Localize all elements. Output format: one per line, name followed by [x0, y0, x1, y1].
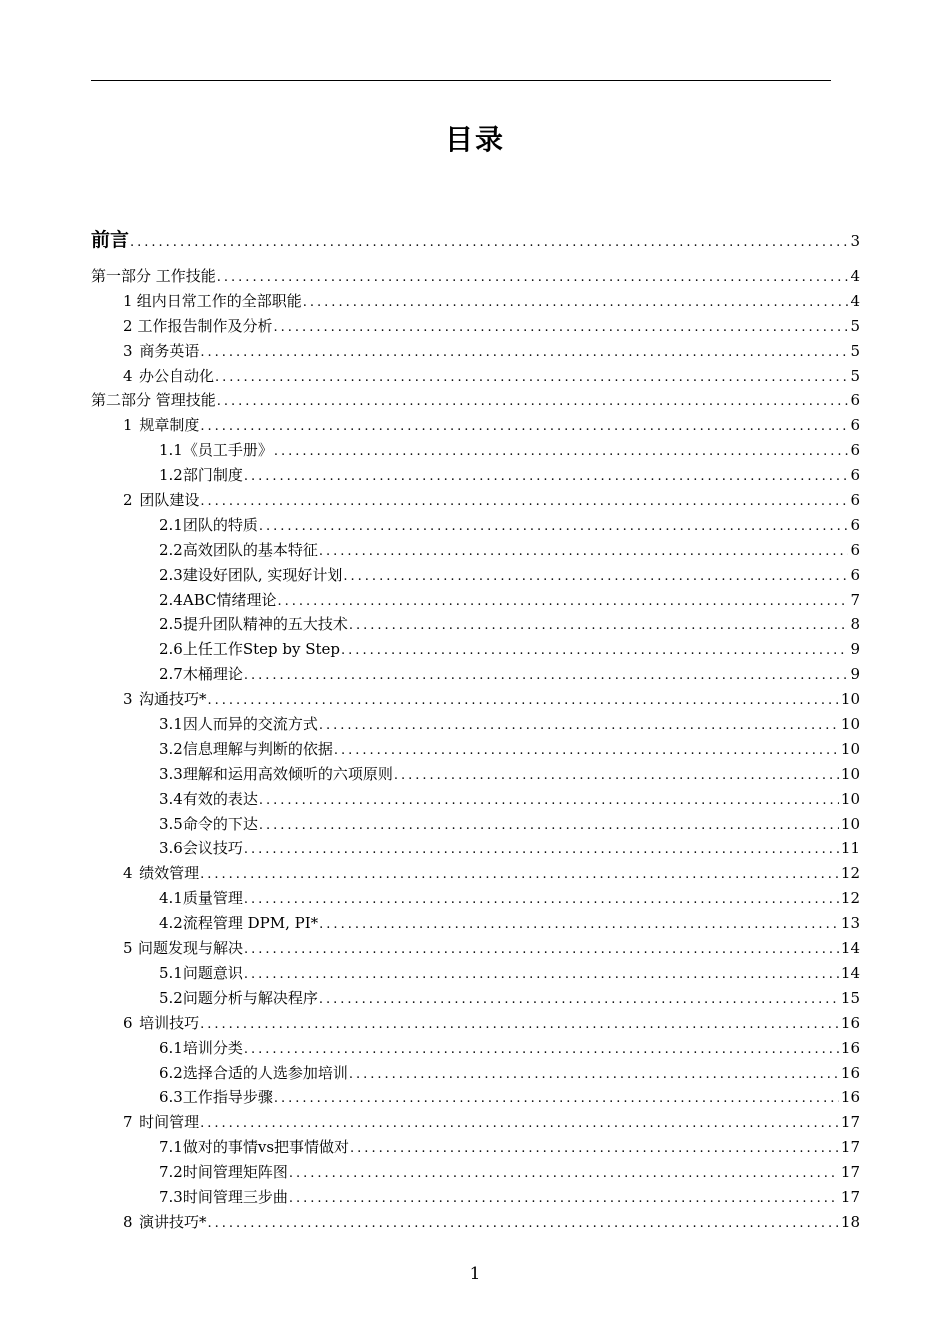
- toc-entry-page: 16: [840, 1063, 860, 1082]
- toc-entry-title: 培训分类: [182, 1038, 243, 1057]
- toc-entry-number: 7.2: [159, 1163, 183, 1182]
- toc-entry-number: 1: [123, 291, 133, 310]
- toc-entry-page: 6: [850, 391, 860, 410]
- toc-entry-number: 3: [123, 341, 133, 360]
- toc-entry[interactable]: [91, 438, 860, 463]
- toc-entry-title: 问题意识: [182, 963, 243, 982]
- dot-leader: [343, 565, 848, 588]
- toc-entry-number: 3.1: [159, 715, 183, 734]
- toc-entry-title: 时间管理: [139, 1113, 200, 1132]
- toc-entry-page: 9: [850, 665, 860, 684]
- dot-leader: [200, 341, 848, 364]
- toc-entry-page: 7: [850, 590, 860, 609]
- dot-leader: [207, 1212, 838, 1235]
- toc-entry-page: 13: [840, 914, 860, 933]
- dot-leader: [200, 490, 848, 513]
- toc-entry-number: 2.3: [159, 565, 183, 584]
- dot-leader: [244, 664, 849, 687]
- toc-entry-number: 2.5: [159, 615, 183, 634]
- toc-entry[interactable]: [91, 1061, 860, 1086]
- toc-entry[interactable]: [91, 911, 860, 936]
- toc-entry[interactable]: [91, 513, 860, 538]
- toc-entry-page: 18: [840, 1212, 860, 1231]
- toc-entry-number: 4.1: [159, 889, 183, 908]
- toc-entry[interactable]: [91, 836, 860, 861]
- toc-entry-number: 3: [123, 690, 133, 709]
- toc-entry-title: 上任工作Step by Step: [182, 640, 341, 659]
- dot-leader: [349, 614, 849, 637]
- toc-entry[interactable]: [91, 1110, 860, 1135]
- page-title: 目录: [444, 123, 505, 156]
- toc-entry-title: 建设好团队, 实现好计划: [182, 565, 343, 584]
- toc-entry-number: 3.4: [159, 789, 183, 808]
- toc-entry-page: 10: [840, 739, 860, 758]
- toc-entry-number: 2.7: [159, 665, 183, 684]
- dot-leader: [319, 988, 839, 1011]
- toc-entry[interactable]: [91, 737, 860, 762]
- toc-entry-title: 部门制度: [182, 466, 243, 485]
- toc-entry-page: 6: [850, 491, 860, 510]
- toc-entry-number: 5.1: [159, 963, 183, 982]
- toc-entry-number: 6.3: [159, 1088, 183, 1107]
- toc-entry-title: 团队的特质: [182, 515, 258, 534]
- toc-entry-title: 流程管理 DPM, PI*: [182, 914, 319, 933]
- toc-entry-page: 14: [840, 963, 860, 982]
- toc-entry[interactable]: [91, 861, 860, 886]
- toc-entry[interactable]: [91, 612, 860, 637]
- dot-leader: [274, 1087, 839, 1110]
- dot-leader: [244, 888, 839, 911]
- toc-entry-page: 4: [850, 267, 860, 285]
- dot-leader: [350, 1137, 839, 1160]
- toc-entry-number: 5: [123, 939, 133, 958]
- toc-entry-page: 16: [840, 1088, 860, 1107]
- toc-entry[interactable]: [91, 1210, 860, 1235]
- dot-leader: [289, 1187, 839, 1210]
- toc-entry-number: 5.2: [159, 988, 183, 1007]
- toc-entry-title: 因人而异的交流方式: [182, 715, 318, 734]
- toc-entry[interactable]: [91, 1160, 860, 1185]
- toc-entry[interactable]: [91, 936, 860, 961]
- toc-entry[interactable]: [91, 787, 860, 812]
- toc-entry-title: 规章制度: [139, 416, 200, 435]
- toc-entry-number: 1.1: [159, 441, 183, 460]
- toc-entry[interactable]: [91, 413, 860, 438]
- toc-entry-page: 3: [850, 232, 860, 250]
- toc-entry-page: 6: [850, 515, 860, 534]
- table-of-contents: [91, 226, 860, 1235]
- toc-entry-page: 11: [840, 839, 860, 858]
- toc-entry[interactable]: [91, 886, 860, 911]
- toc-entry-title: 高效团队的基本特征: [182, 540, 318, 559]
- toc-entry-title: 时间管理三步曲: [182, 1187, 288, 1206]
- dot-leader: [215, 366, 848, 389]
- toc-entry[interactable]: [91, 1036, 860, 1061]
- toc-entry[interactable]: [91, 712, 860, 737]
- dot-leader: [200, 415, 848, 438]
- toc-entry-page: 10: [840, 814, 860, 833]
- toc-entry[interactable]: [91, 662, 860, 687]
- toc-entry-number: 6.2: [159, 1063, 183, 1082]
- toc-entry-page: 12: [840, 889, 860, 908]
- toc-entry-number: 4: [123, 366, 133, 385]
- toc-entry-title: 理解和运用高效倾听的六项原则: [182, 764, 393, 783]
- toc-entry-title: 团队建设: [139, 491, 200, 510]
- toc-entry[interactable]: [91, 961, 860, 986]
- dot-leader: [244, 838, 839, 861]
- dot-leader: [244, 963, 839, 986]
- toc-entry-title: 信息理解与判断的依据: [182, 739, 333, 758]
- dot-leader: [303, 291, 849, 314]
- toc-entry[interactable]: [91, 1185, 860, 1210]
- dot-leader: [349, 1063, 839, 1086]
- toc-entry-page: 17: [840, 1187, 860, 1206]
- toc-entry-number: 2.4: [159, 590, 183, 609]
- toc-entry-title: 命令的下达: [182, 814, 258, 833]
- toc-entry-page: 4: [850, 291, 860, 310]
- toc-entry-title: 会议技巧: [182, 839, 243, 858]
- toc-entry-title: 工作报告制作及分析: [137, 316, 273, 335]
- toc-entry[interactable]: [91, 314, 860, 339]
- dot-leader: [334, 739, 839, 762]
- toc-entry-title: 质量管理: [182, 889, 243, 908]
- toc-entry-title: 第二部分 管理技能: [91, 391, 216, 410]
- dot-leader: [200, 863, 839, 886]
- toc-entry-title: 有效的表达: [182, 789, 258, 808]
- toc-entry-page: 17: [840, 1113, 860, 1132]
- toc-entry-title: 沟通技巧*: [138, 690, 207, 709]
- toc-entry-page: 6: [850, 540, 860, 559]
- dot-leader: [341, 639, 848, 662]
- toc-entry[interactable]: [91, 986, 860, 1011]
- toc-entry-page: 9: [850, 640, 860, 659]
- toc-entry-title: 《员工手册》: [182, 441, 273, 460]
- toc-entry-page: 6: [850, 466, 860, 485]
- dot-leader: [274, 440, 849, 463]
- toc-entry[interactable]: [91, 538, 860, 563]
- toc-entry[interactable]: [91, 1011, 860, 1036]
- toc-entry-page: 10: [840, 764, 860, 783]
- toc-entry-page: 6: [850, 441, 860, 460]
- toc-entry-page: 10: [840, 789, 860, 808]
- toc-entry-page: 14: [840, 939, 860, 958]
- toc-entry-title: 商务英语: [139, 341, 200, 360]
- dot-leader: [244, 465, 849, 488]
- toc-entry-title: 提升团队精神的五大技术: [182, 615, 348, 634]
- toc-entry-number: 6: [123, 1013, 133, 1032]
- dot-leader: [259, 515, 849, 538]
- toc-entry[interactable]: [91, 812, 860, 837]
- toc-entry-title: 第一部分 工作技能: [91, 267, 216, 285]
- toc-entry-page: 10: [840, 715, 860, 734]
- toc-entry-page: 5: [850, 316, 860, 335]
- toc-entry-number: 6.1: [159, 1038, 183, 1057]
- toc-entry[interactable]: [91, 637, 860, 662]
- toc-entry-number: 7: [123, 1113, 133, 1132]
- dot-leader: [217, 390, 849, 413]
- page-number: 1: [469, 1264, 481, 1284]
- toc-entry-number: 3.3: [159, 764, 183, 783]
- toc-entry[interactable]: [91, 563, 860, 588]
- toc-entry-page: 6: [850, 416, 860, 435]
- toc-entry-title: 绩效管理: [139, 864, 200, 883]
- toc-entry-number: 1.2: [159, 466, 183, 485]
- dot-leader: [319, 913, 839, 936]
- toc-entry-title: 培训技巧: [139, 1013, 200, 1032]
- toc-entry-page: 15: [840, 988, 860, 1007]
- toc-entry[interactable]: [91, 289, 860, 314]
- dot-leader: [200, 1013, 839, 1036]
- toc-entry-page: 17: [840, 1138, 860, 1157]
- toc-entry[interactable]: [91, 388, 860, 413]
- toc-entry[interactable]: [91, 226, 860, 254]
- toc-entry-page: 10: [840, 690, 860, 709]
- toc-entry-page: 16: [840, 1038, 860, 1057]
- toc-entry[interactable]: [91, 488, 860, 513]
- dot-leader: [277, 590, 848, 613]
- toc-entry-number: 3.2: [159, 739, 183, 758]
- dot-leader: [394, 764, 839, 787]
- toc-entry-title: 工作指导步骤: [182, 1088, 273, 1107]
- toc-entry-title: 时间管理矩阵图: [182, 1163, 288, 1182]
- toc-entry-number: 8: [123, 1212, 133, 1231]
- toc-entry-title: 木桶理论: [182, 665, 243, 684]
- toc-entry-page: 16: [840, 1013, 860, 1032]
- toc-entry[interactable]: [91, 1085, 860, 1110]
- toc-entry-page: 5: [850, 366, 860, 385]
- dot-leader: [259, 814, 839, 837]
- toc-entry-title: 组内日常工作的全部职能: [136, 291, 302, 310]
- header-rule: [91, 80, 831, 81]
- toc-entry-number: 4.2: [159, 914, 183, 933]
- toc-entry-number: 2.2: [159, 540, 183, 559]
- dot-leader: [319, 540, 849, 563]
- toc-entry-number: 1: [123, 416, 133, 435]
- toc-entry[interactable]: [91, 339, 860, 364]
- toc-entry-page: 17: [840, 1163, 860, 1182]
- toc-entry-number: 2: [123, 316, 133, 335]
- dot-leader: [217, 266, 849, 289]
- dot-leader: [244, 938, 839, 961]
- toc-entry[interactable]: [91, 264, 860, 289]
- dot-leader: [244, 1038, 839, 1061]
- toc-entry-number: 4: [123, 864, 133, 883]
- toc-entry-title: ABC情绪理论: [182, 590, 277, 609]
- toc-entry-title: 问题发现与解决: [138, 939, 244, 958]
- toc-entry-page: 8: [850, 615, 860, 634]
- dot-leader: [319, 714, 839, 737]
- toc-entry-page: 5: [850, 341, 860, 360]
- toc-entry-number: 2.1: [159, 515, 183, 534]
- dot-leader: [130, 229, 848, 254]
- toc-entry[interactable]: [91, 1135, 860, 1160]
- toc-entry-number: 7.1: [159, 1138, 183, 1157]
- dot-leader: [207, 689, 838, 712]
- dot-leader: [274, 316, 849, 339]
- toc-entry-title: 做对的事情vs把事情做对: [182, 1138, 350, 1157]
- toc-entry-title: 演讲技巧*: [138, 1212, 207, 1231]
- toc-entry-page: 12: [840, 864, 860, 883]
- toc-entry-page: 6: [850, 565, 860, 584]
- toc-entry-number: 2: [123, 491, 133, 510]
- toc-entry[interactable]: [91, 687, 860, 712]
- toc-entry-title: 选择合适的人选参加培训: [182, 1063, 348, 1082]
- dot-leader: [259, 789, 839, 812]
- toc-entry[interactable]: [91, 364, 860, 389]
- toc-entry[interactable]: [91, 762, 860, 787]
- dot-leader: [289, 1162, 839, 1185]
- toc-entry-title: 前言: [91, 229, 130, 251]
- dot-leader: [200, 1112, 839, 1135]
- toc-entry-number: 7.3: [159, 1187, 183, 1206]
- toc-entry-title: 办公自动化: [138, 366, 214, 385]
- toc-entry-title: 问题分析与解决程序: [182, 988, 318, 1007]
- toc-entry[interactable]: [91, 463, 860, 488]
- toc-entry-number: 3.5: [159, 814, 183, 833]
- toc-entry-number: 3.6: [159, 839, 183, 858]
- toc-entry-number: 2.6: [159, 640, 183, 659]
- toc-entry[interactable]: [91, 588, 860, 613]
